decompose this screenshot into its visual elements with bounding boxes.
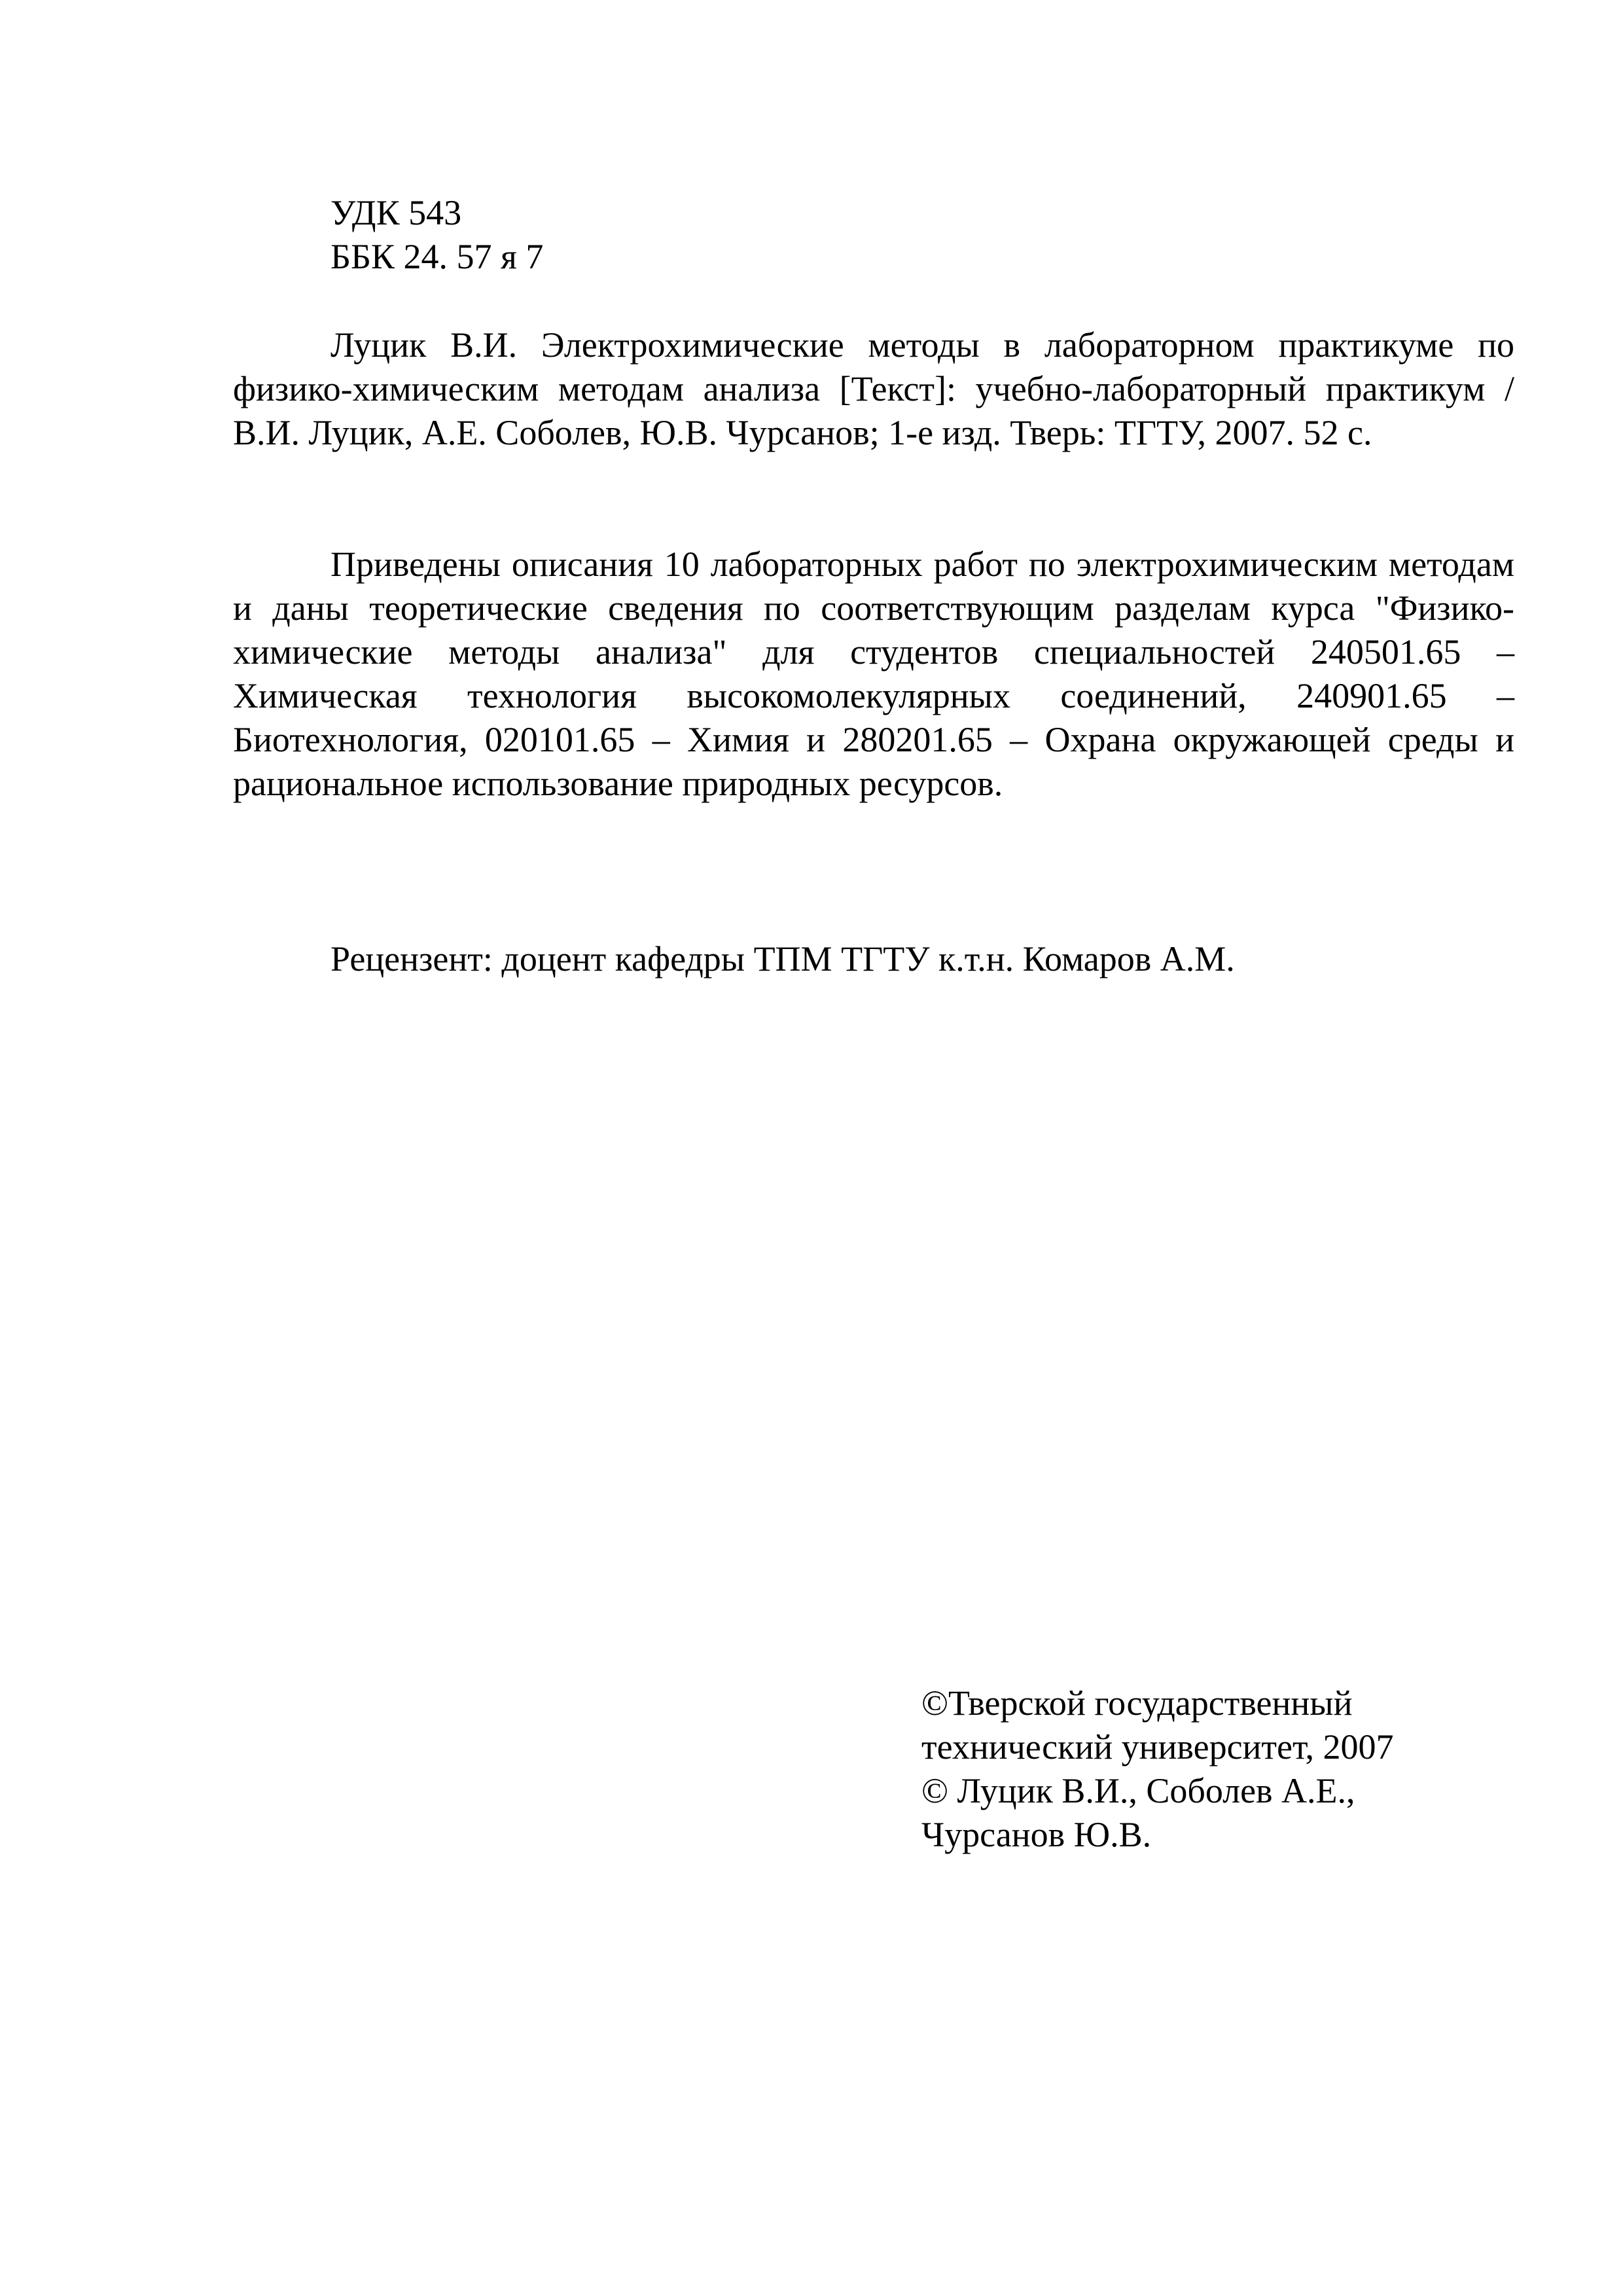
copyright-line-1: ©Тверской государственный xyxy=(921,1683,1353,1723)
bibliographic-entry-text: Луцик В.И. Электрохимические методы в лабораторном практикуме по физико-химическим методам анализа [Текст]: учебно-лабораторный практикум / В.И. Луцик, А.Е. Соболев, Ю.В. Чурсанов; 1-е изд. Тверь: ТГТУ, 2007. 52 с. xyxy=(233,325,1514,452)
copyright-line-2: технический университет, 2007 xyxy=(921,1727,1394,1767)
bbk-code: ББК 24. 57 я 7 xyxy=(330,237,544,276)
udk-code: УДК 543 xyxy=(330,193,462,232)
copyright-line-4: Чурсанов Ю.В. xyxy=(921,1815,1152,1854)
copyright-block xyxy=(921,1681,1510,1857)
annotation xyxy=(233,543,1514,806)
bibliographic-entry xyxy=(233,323,1514,455)
copyright-line-3: © Луцик В.И., Соболев А.Е., xyxy=(921,1771,1355,1810)
annotation-text: Приведены описания 10 лабораторных работ по электрохимическим методам и даны теоретические сведения по соответствующим разделам курса "Физико-химические методы анализа" для студентов специальностей 240501.65 – Химическая технология высокомолекулярных соединений, 240901.65 – Биотехнология, 020101.65 – Химия и 280201.65 – Охрана окружающей среды и рациональное использование природных ресурсов. xyxy=(233,545,1514,803)
classification-codes xyxy=(330,191,1116,279)
reviewer xyxy=(233,937,1514,981)
reviewer-text: Рецензент: доцент кафедры ТПМ ТГТУ к.т.н. Комаров А.М. xyxy=(330,939,1235,978)
